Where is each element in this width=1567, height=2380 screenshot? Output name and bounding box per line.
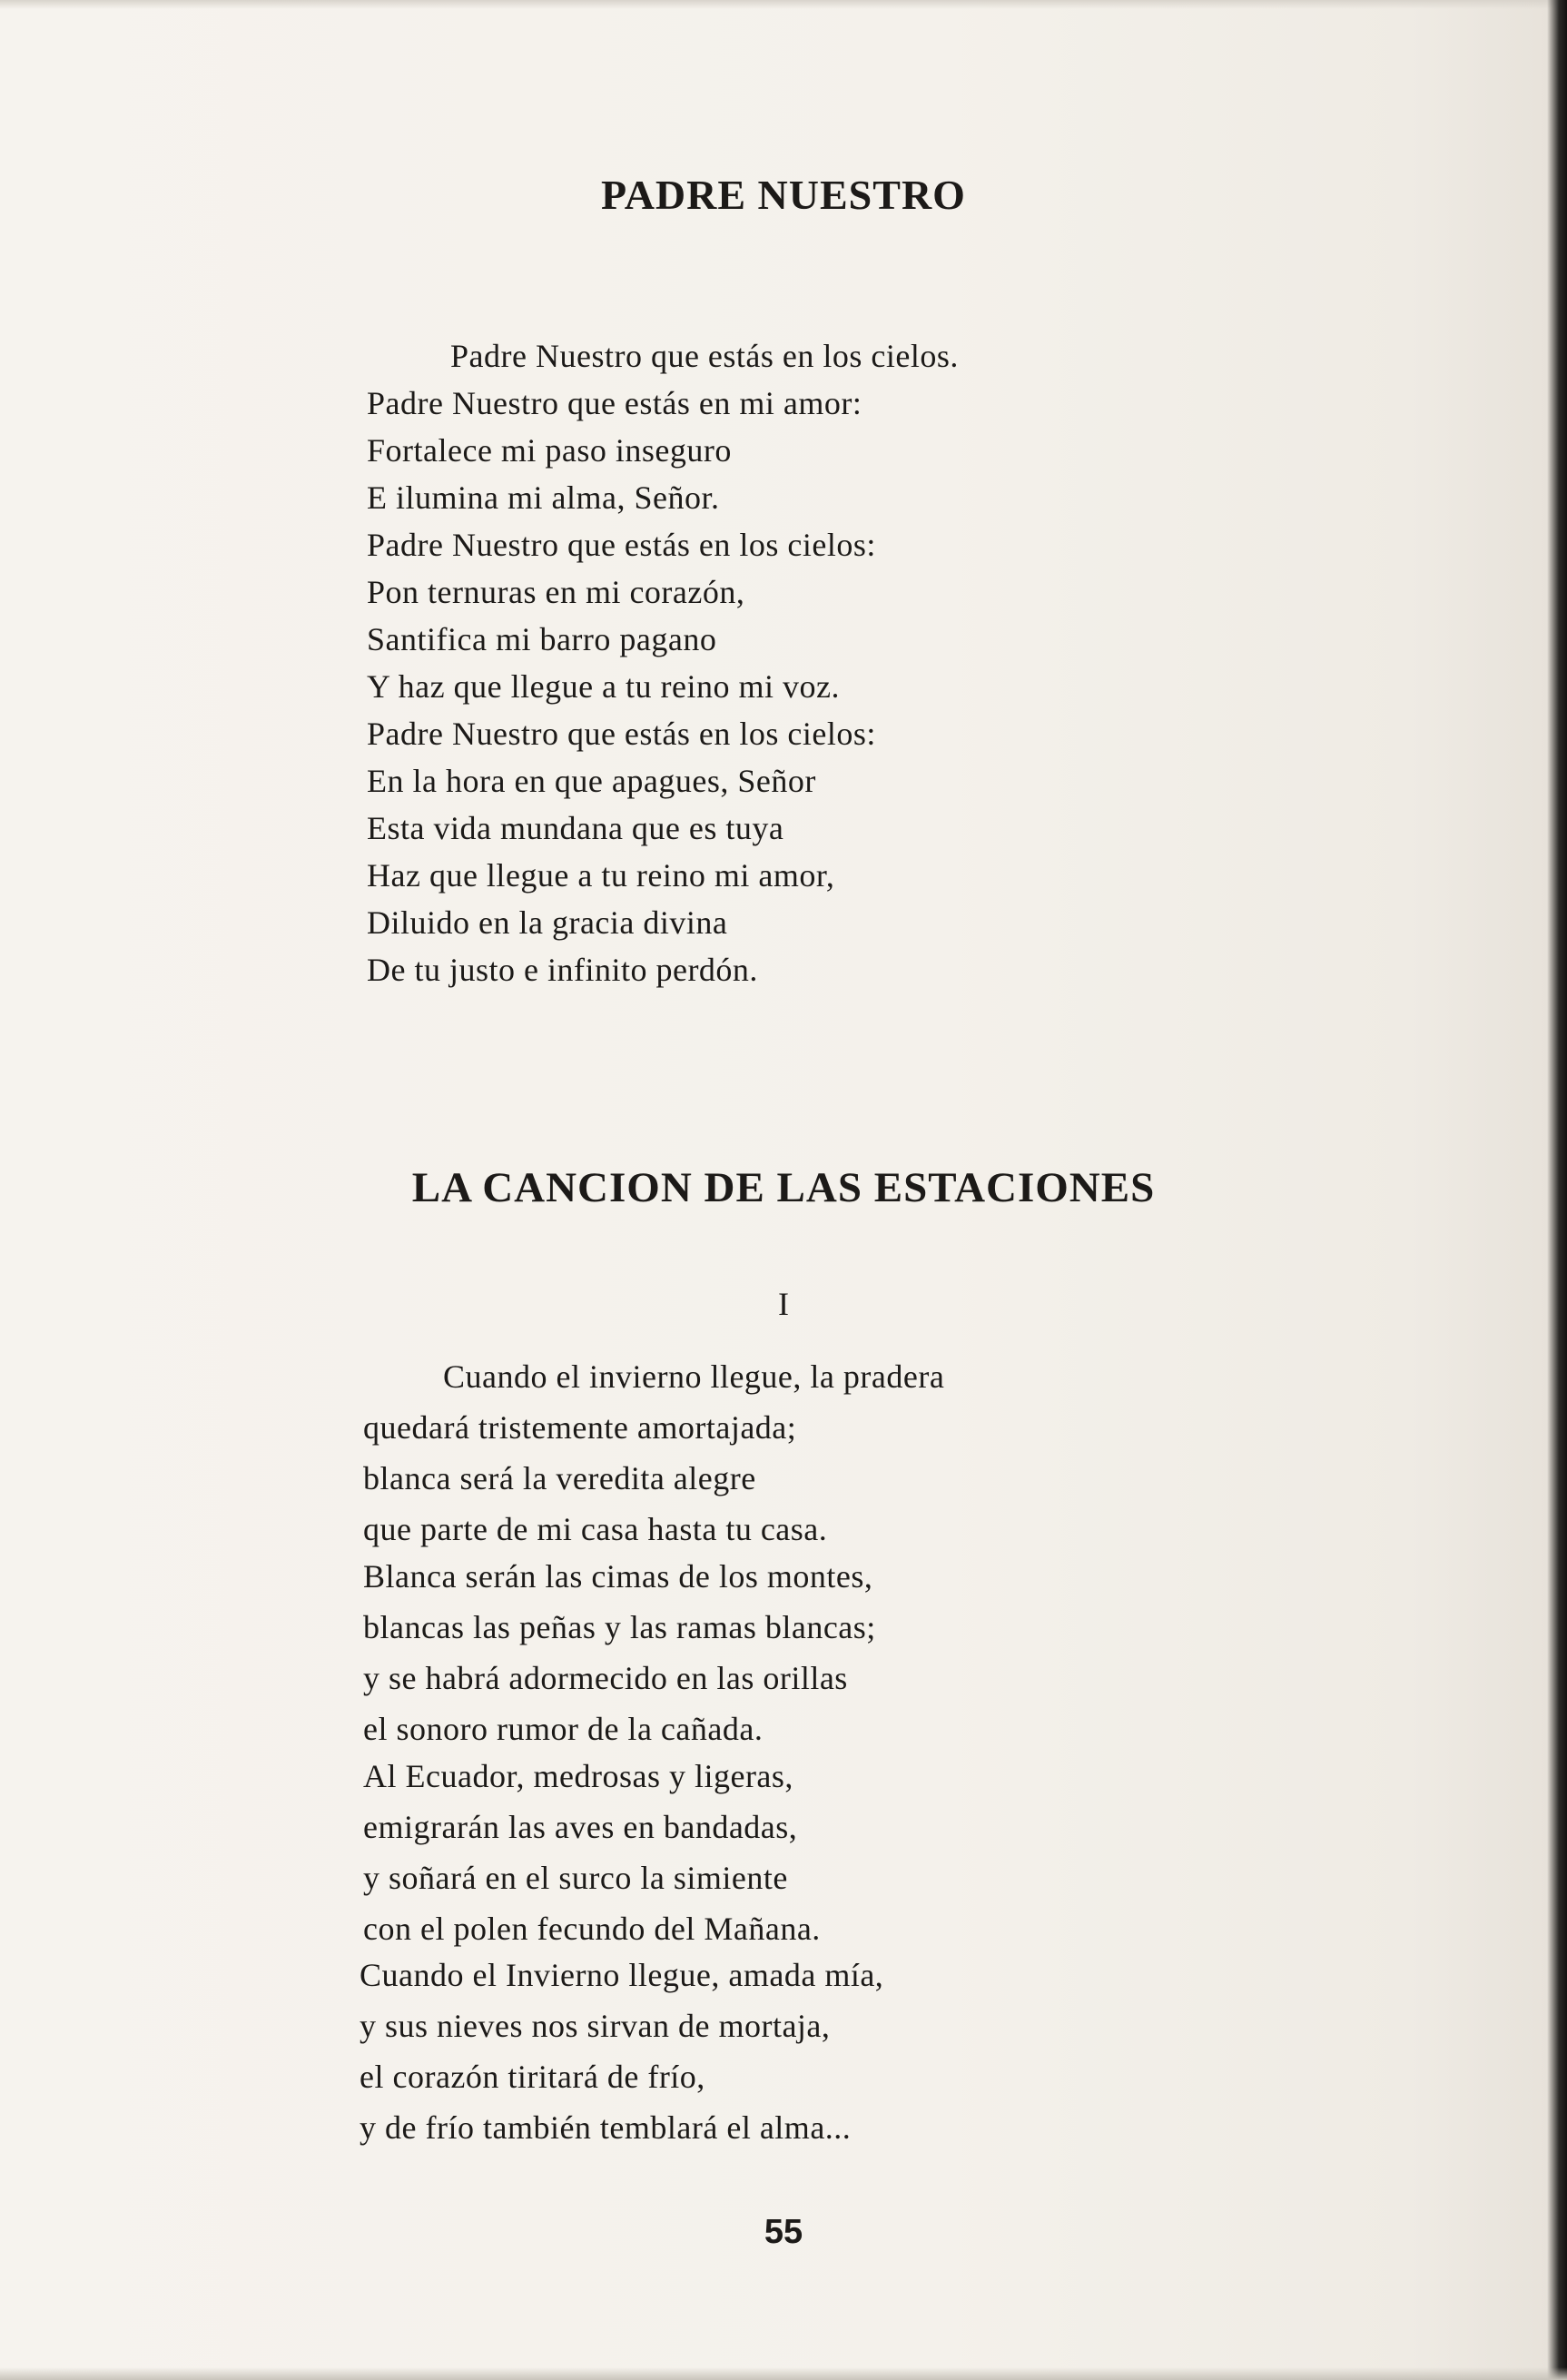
poem-line: Padre Nuestro que estás en los cielos: (367, 527, 876, 563)
poem-line: Haz que llegue a tu reino mi amor, (367, 857, 835, 894)
poem-line: y sus nieves nos sirvan de mortaja, (360, 2008, 831, 2044)
poem-line: el sonoro rumor de la cañada. (363, 1711, 764, 1747)
poem-line: Santifica mi barro pagano (367, 621, 717, 657)
section-numeral: I (778, 1286, 789, 1322)
poem-padre-nuestro (367, 332, 959, 993)
poem-line: emigrarán las aves en bandadas, (363, 1809, 798, 1845)
poem-line: con el polen fecundo del Mañana. (363, 1911, 821, 1947)
poem-line: E ilumina mi alma, Señor. (367, 479, 720, 516)
poem-line: y soñará en el surco la simiente (363, 1860, 788, 1896)
poem-line: Padre Nuestro que estás en mi amor: (367, 385, 862, 421)
poem-line: Blanca serán las cimas de los montes, (363, 1558, 873, 1595)
poem-line: y se habrá adormecido en las orillas (363, 1660, 848, 1696)
poem-line: blancas las peñas y las ramas blancas; (363, 1609, 876, 1645)
poem-line: blanca será la veredita alegre (363, 1460, 756, 1496)
stanza (360, 1950, 883, 2153)
poem-line: y de frío también temblará el alma... (360, 2109, 852, 2146)
poem-line: quedará tristemente amortajada; (363, 1409, 797, 1446)
stanza (363, 1351, 944, 1555)
page-number: 55 (764, 2213, 803, 2251)
poem-line: Diluido en la gracia divina (367, 904, 728, 941)
poem-line: Y haz que llegue a tu reino mi voz. (367, 668, 840, 705)
page-top-edge (0, 0, 1567, 9)
poem-line: el corazón tiritará de frío, (360, 2059, 705, 2095)
poem-line: Cuando el Invierno llegue, amada mía, (360, 1957, 884, 1993)
poem-line: Padre Nuestro que estás en los cielos. (450, 338, 959, 374)
stanza (363, 1551, 876, 1754)
poem-line: Esta vida mundana que es tuya (367, 810, 784, 846)
poem-title-la-cancion-de-las-estaciones: LA CANCION DE LAS ESTACIONES (411, 1164, 1156, 1211)
poem-line: que parte de mi casa hasta tu casa. (363, 1511, 828, 1547)
poem-line: Padre Nuestro que estás en los cielos: (367, 716, 876, 752)
page-bottom-edge (0, 2367, 1567, 2380)
poem-line: En la hora en que apagues, Señor (367, 763, 816, 799)
poem-title-padre-nuestro: PADRE NUESTRO (601, 172, 966, 218)
poem-line: Pon ternuras en mi corazón, (367, 574, 745, 610)
poem-line: De tu justo e infinito perdón. (367, 952, 758, 988)
poem-line: Al Ecuador, medrosas y ligeras, (363, 1758, 793, 1794)
poem-line: Fortalece mi paso inseguro (367, 432, 732, 469)
stanza (363, 1751, 821, 1954)
poem-line: Cuando el invierno llegue, la pradera (443, 1358, 945, 1395)
